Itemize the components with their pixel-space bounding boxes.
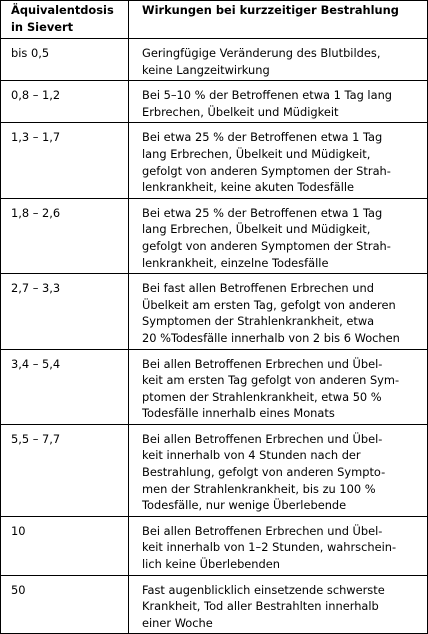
effect-cell: Bei allen Betroffenen Erbrechen und Übel- keit am ersten Tag gefolgt von anderen Sym- ptomen der Strahlenkrankheit, etwa 50 % Todesfälle innerhalb eines Monats [129, 349, 428, 424]
effect-cell: Fast augenblicklich einsetzende schwerste Krankheit, Tod aller Bestrahlten innerhalb einer Woche [129, 575, 428, 634]
table-row [1, 424, 428, 516]
effect-cell: Geringfügige Veränderung des Blutbildes, keine Langzeitwirkung [129, 39, 428, 81]
effect-cell: Bei allen Betroffenen Erbrechen und Übel- keit innerhalb von 4 Stunden nach der Bestrahlung, gefolgt von anderen Sympto- men der Strahlenkrankheit, bis zu 100 % Todesfälle, nur wenige Überlebende [129, 424, 428, 516]
table-row [1, 575, 428, 634]
dose-cell: 1,3 – 1,7 [1, 123, 129, 198]
table-header-row [1, 1, 428, 39]
effect-cell: Bei fast allen Betroffenen Erbrechen und Übelkeit am ersten Tag, gefolgt von anderen Symptomen der Strahlenkrankheit, etwa 20 %Todesfälle innerhalb von 2 bis 6 Wochen [129, 274, 428, 349]
table-row [1, 274, 428, 349]
header-dose: Äquivalentdosis in Sievert [1, 1, 129, 39]
dose-cell: 0,8 – 1,2 [1, 81, 129, 123]
table-row [1, 81, 428, 123]
effect-cell: Bei allen Betroffenen Erbrechen und Übel- keit innerhalb von 1–2 Stunden, wahrschein- lich keine Überlebenden [129, 516, 428, 575]
effect-cell: Bei etwa 25 % der Betroffenen etwa 1 Tag lang Erbrechen, Übelkeit und Müdigkeit, gefolgt von anderen Symptomen der Strah- lenkrankheit, einzelne Todesfälle [129, 198, 428, 273]
dose-cell: 10 [1, 516, 129, 575]
table-row [1, 349, 428, 424]
dose-cell: bis 0,5 [1, 39, 129, 81]
table-row [1, 39, 428, 81]
header-effects: Wirkungen bei kurzzeitiger Bestrahlung [129, 1, 428, 39]
dose-cell: 1,8 – 2,6 [1, 198, 129, 273]
dose-cell: 3,4 – 5,4 [1, 349, 129, 424]
effect-cell: Bei etwa 25 % der Betroffenen etwa 1 Tag lang Erbrechen, Übelkeit und Müdigkeit, gefolgt von anderen Symptomen der Strah- lenkrankheit, keine akuten Todesfälle [129, 123, 428, 198]
dose-cell: 50 [1, 575, 129, 634]
table-row [1, 198, 428, 273]
table-row [1, 123, 428, 198]
dose-cell: 2,7 – 3,3 [1, 274, 129, 349]
effect-cell: Bei 5–10 % der Betroffenen etwa 1 Tag lang Erbrechen, Übelkeit und Müdigkeit [129, 81, 428, 123]
table-row [1, 516, 428, 575]
dose-cell: 5,5 – 7,7 [1, 424, 129, 516]
